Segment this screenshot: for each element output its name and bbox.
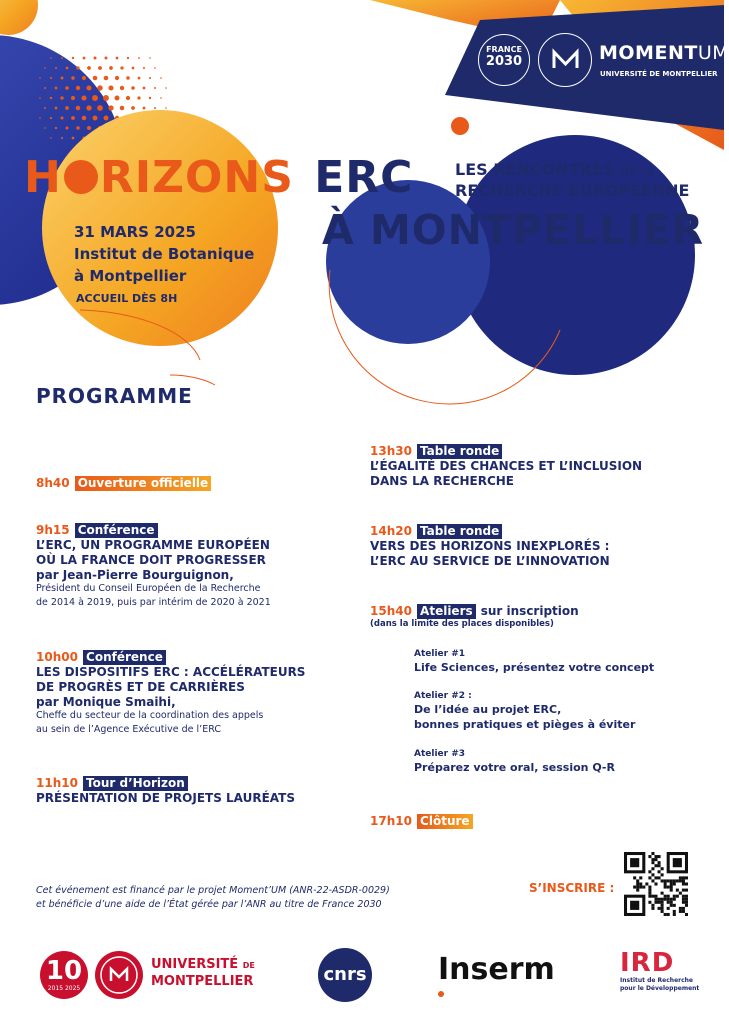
qr-module	[679, 910, 682, 913]
item-time: 15h40	[370, 604, 412, 618]
qr-module	[651, 873, 654, 876]
item-tag: Ateliers	[417, 604, 476, 619]
qr-module	[682, 898, 685, 901]
halftone-dot	[92, 95, 98, 101]
qr-module	[685, 898, 688, 901]
program-item-1540	[370, 600, 579, 629]
item-tag: Table ronde	[417, 524, 502, 539]
qr-module	[658, 876, 661, 879]
halftone-dot	[86, 105, 91, 110]
event-venue-line2: à Montpellier	[74, 267, 187, 285]
title-erc: ERC	[314, 152, 414, 203]
halftone-dot	[71, 76, 75, 80]
qr-module	[661, 910, 664, 913]
qr-module	[654, 901, 657, 904]
halftone-dot	[65, 106, 69, 110]
small-orange-dot	[451, 117, 469, 135]
halftone-dot	[154, 87, 156, 89]
halftone-dot	[76, 66, 79, 69]
halftone-dot	[83, 57, 86, 60]
qr-module	[645, 882, 648, 885]
inserm-dot-icon	[438, 991, 444, 997]
item-time: 10h00	[36, 650, 78, 664]
um-seal-icon	[95, 951, 143, 999]
halftone-dot	[66, 67, 69, 70]
halftone-dot	[104, 56, 107, 59]
qr-module	[670, 882, 673, 885]
halftone-dot	[115, 76, 119, 80]
item-title-1: LES DISPOSITIFS ERC : ACCÉLÉRATEURS	[36, 665, 306, 679]
ird-sub2: pour le Développement	[620, 985, 700, 992]
qr-module	[682, 876, 685, 879]
halftone-dot	[104, 76, 109, 81]
halftone-dot	[87, 126, 91, 130]
halftone-dot	[160, 97, 162, 99]
item-tag: Conférence	[83, 650, 166, 665]
halftone-dot	[108, 85, 113, 90]
france2030-logo	[478, 34, 530, 86]
item-title-2: L’ERC AU SERVICE DE L’INNOVATION	[370, 554, 610, 568]
qr-module	[685, 895, 688, 898]
atelier-3	[414, 748, 615, 775]
funding-line1: Cet événement est financé par le projet Moment’UM (ANR-22-ASDR-0029)	[36, 885, 390, 896]
halftone-dot	[76, 126, 80, 130]
item-title-2: DANS LA RECHERCHE	[370, 474, 514, 488]
qr-module	[661, 907, 664, 910]
halftone-dot	[86, 85, 91, 90]
halftone-dot	[165, 107, 167, 109]
halftone-dot	[143, 107, 146, 110]
qr-module	[651, 861, 654, 864]
qr-module	[633, 886, 636, 889]
halftone-dot	[138, 77, 141, 80]
halftone-dot	[143, 87, 146, 90]
qr-module	[651, 879, 654, 882]
qr-module	[639, 876, 642, 879]
halftone-dot	[61, 77, 64, 80]
halftone-dot	[55, 67, 57, 69]
qr-code[interactable]	[624, 852, 688, 916]
small-yellow-circle	[0, 0, 38, 35]
qr-module	[648, 876, 651, 879]
um-line2: MONTPELLIER	[151, 974, 254, 989]
qr-module	[651, 895, 654, 898]
qr-module	[636, 889, 639, 892]
item-time: 9h15	[36, 523, 70, 537]
qr-module	[664, 895, 667, 898]
qr-module	[673, 898, 676, 901]
qr-module	[670, 901, 673, 904]
blue-circle-mid	[326, 180, 490, 344]
halftone-dot	[126, 76, 130, 80]
qr-module	[658, 861, 661, 864]
france2030-line1: FRANCE	[486, 45, 522, 54]
halftone-dot	[76, 106, 81, 111]
halftone-dot	[44, 87, 46, 89]
halftone-dot	[87, 66, 91, 70]
qr-module	[682, 907, 685, 910]
atelier-line1: Life Sciences, présentez votre concept	[414, 661, 655, 674]
qr-module	[661, 904, 664, 907]
halftone-dot	[108, 105, 113, 110]
halftone-dot	[44, 127, 46, 129]
qr-finder	[673, 858, 682, 867]
qr-module	[670, 889, 673, 892]
qr-module	[664, 886, 667, 889]
halftone-dot	[137, 96, 140, 99]
qr-module	[685, 913, 688, 916]
halftone-dot	[50, 117, 52, 119]
qr-module	[670, 879, 673, 882]
item-desc-1: Président du Conseil Européen de la Recherche	[36, 583, 261, 594]
halftone-dot	[98, 66, 102, 70]
momentum-name	[599, 42, 729, 64]
momentum-emblem	[538, 33, 592, 87]
item-title-1: PRÉSENTATION DE PROJETS LAURÉATS	[36, 791, 295, 805]
anniv-number-icon: 10	[45, 956, 83, 986]
um-wordmark	[151, 957, 255, 990]
item-tag: Ouverture officielle	[75, 476, 212, 491]
qr-module	[664, 898, 667, 901]
halftone-dot	[50, 77, 52, 79]
qr-module	[685, 889, 688, 892]
item-note: (dans la limite des places disponibles)	[370, 619, 554, 629]
qr-module	[661, 867, 664, 870]
inserm-text: Inserm	[438, 952, 555, 987]
halftone-dot	[103, 95, 109, 101]
qr-module	[658, 855, 661, 858]
halftone-dot	[50, 137, 52, 139]
qr-module	[648, 892, 651, 895]
atelier-2	[414, 690, 635, 732]
qr-module	[658, 907, 661, 910]
qr-module	[648, 889, 651, 892]
qr-finder	[630, 858, 639, 867]
qr-module	[648, 855, 651, 858]
qr-module	[654, 876, 657, 879]
item-tag: Conférence	[75, 523, 158, 538]
qr-module	[667, 913, 670, 916]
item-time: 17h10	[370, 814, 412, 828]
halftone-dot	[61, 137, 63, 139]
halftone-dot	[50, 57, 52, 59]
item-speaker: par Monique Smaihi,	[36, 695, 176, 709]
program-item-1710	[370, 810, 473, 829]
programme-heading: PROGRAMME	[36, 384, 193, 408]
qr-module	[673, 904, 676, 907]
qr-module	[673, 913, 676, 916]
atelier-head: Atelier #3	[414, 749, 466, 759]
momentum-subtitle: UNIVERSITÉ DE MONTPELLIER	[600, 70, 718, 78]
qr-module	[664, 882, 667, 885]
qr-module	[670, 898, 673, 901]
inserm-logo	[438, 953, 555, 987]
halftone-dot	[93, 116, 98, 121]
qr-module	[685, 904, 688, 907]
halftone-dot	[104, 116, 109, 121]
item-tag: Table ronde	[417, 444, 502, 459]
item-desc-2: au sein de l’Agence Exécutive de l’ERC	[36, 724, 221, 735]
qr-module	[636, 886, 639, 889]
qr-module	[682, 901, 685, 904]
halftone-dot	[149, 57, 151, 59]
item-title-2: OÙ LA FRANCE DOIT PROGRESSER	[36, 553, 266, 567]
anniv-years	[40, 985, 88, 992]
halftone-dot	[116, 57, 119, 60]
item-time: 13h30	[370, 444, 412, 458]
um-seal-logo	[95, 951, 143, 999]
halftone-dot	[55, 87, 58, 90]
halftone-dot	[39, 97, 41, 99]
halftone-dot	[138, 57, 140, 59]
qr-module	[651, 904, 654, 907]
qr-module	[667, 898, 670, 901]
qr-module	[648, 870, 651, 873]
halftone-dot	[55, 107, 58, 110]
item-time: 11h10	[36, 776, 78, 790]
cnrs-logo	[318, 948, 372, 1002]
halftone-dot	[143, 67, 145, 69]
item-time: 14h20	[370, 524, 412, 538]
event-accueil: ACCUEIL DÈS 8H	[76, 292, 178, 305]
qr-module	[658, 898, 661, 901]
qr-module	[667, 879, 670, 882]
program-item-0915	[36, 519, 271, 610]
qr-module	[639, 882, 642, 885]
hero-title-line2: À MONTPELLIER	[322, 206, 705, 254]
halftone-dot	[97, 105, 103, 111]
qr-module	[667, 886, 670, 889]
qr-module	[654, 864, 657, 867]
qr-module	[685, 876, 688, 879]
momentum-m-icon	[540, 34, 591, 85]
title-rizons: RIZONS	[99, 152, 294, 203]
halftone-dot	[154, 107, 156, 109]
program-item-1110	[36, 772, 295, 806]
halftone-dot	[149, 97, 151, 99]
halftone-dot	[127, 57, 129, 59]
qr-module	[682, 895, 685, 898]
atelier-line1: Préparez votre oral, session Q-R	[414, 761, 615, 774]
title-o-dot	[64, 160, 98, 194]
halftone-dot	[131, 86, 135, 90]
halftone-dot	[55, 127, 57, 129]
halftone-dot	[93, 56, 96, 59]
halftone-dot	[109, 66, 113, 70]
item-title-1: L’ERC, UN PROGRAMME EUROPÉEN	[36, 538, 270, 552]
qr-module	[679, 876, 682, 879]
cnrs-text: cnrs	[323, 964, 367, 985]
qr-module	[654, 858, 657, 861]
qr-module	[661, 873, 664, 876]
france2030-line2: 2030	[485, 54, 523, 69]
qr-module	[654, 855, 657, 858]
qr-module	[661, 879, 664, 882]
halftone-dot	[120, 106, 125, 111]
title-letter-h: H	[24, 152, 62, 203]
ird-text: IRD	[620, 948, 675, 978]
ird-sub1: Institut de Recherche	[620, 977, 693, 984]
halftone-dot	[72, 57, 74, 59]
qr-module	[676, 879, 679, 882]
qr-module	[682, 889, 685, 892]
halftone-dot	[165, 87, 167, 89]
halftone-dot	[61, 57, 63, 59]
halftone-dot	[132, 67, 135, 70]
atelier-head: Atelier #2 :	[414, 691, 472, 701]
program-item-1000	[36, 646, 305, 737]
halftone-dot	[126, 96, 130, 100]
qr-module	[636, 879, 639, 882]
halftone-dot	[154, 67, 156, 69]
halftone-dot	[82, 76, 86, 80]
rencontres-line2: RECHERCHE EUROPÉENNE	[455, 181, 690, 200]
program-item-1420	[370, 520, 610, 569]
qr-module	[639, 886, 642, 889]
halftone-dot	[72, 137, 75, 140]
qr-module	[658, 864, 661, 867]
qr-module	[654, 895, 657, 898]
halftone-dot	[39, 117, 41, 119]
qr-module	[633, 876, 636, 879]
qr-module	[648, 901, 651, 904]
qr-module	[670, 904, 673, 907]
qr-module	[670, 886, 673, 889]
qr-module	[673, 882, 676, 885]
atelier-head: Atelier #1	[414, 649, 466, 659]
item-tag-suffix: sur inscription	[480, 604, 579, 618]
qr-module	[654, 882, 657, 885]
qr-module	[685, 901, 688, 904]
item-desc-2: de 2014 à 2019, puis par intérim de 2020 à 2021	[36, 597, 271, 608]
halftone-dot	[76, 86, 80, 90]
qr-module	[685, 882, 688, 885]
program-item-1330	[370, 440, 642, 489]
atelier-1	[414, 648, 654, 675]
qr-module	[667, 907, 670, 910]
item-speaker: par Jean-Pierre Bourguignon,	[36, 568, 234, 582]
halftone-dot	[71, 116, 75, 120]
um-anniversary-logo	[40, 951, 88, 999]
item-desc-1: Cheffe du secteur de la coordination des appels	[36, 710, 264, 721]
qr-module	[651, 852, 654, 855]
rencontres-subtitle	[455, 160, 689, 200]
halftone-dot	[60, 96, 63, 99]
item-title-1: VERS DES HORIZONS INEXPLORÉS :	[370, 539, 610, 553]
event-venue-line1: Institut de Botanique	[74, 245, 255, 263]
halftone-dot	[97, 85, 102, 90]
qr-module	[676, 889, 679, 892]
qr-module	[664, 913, 667, 916]
halftone-dot	[114, 95, 119, 100]
qr-module	[676, 895, 679, 898]
program-item-0840	[36, 472, 211, 491]
um-line1-suffix: DE	[242, 961, 255, 970]
qr-module	[673, 910, 676, 913]
qr-module	[682, 882, 685, 885]
qr-module	[673, 879, 676, 882]
atelier-line1: De l’idée au projet ERC,	[414, 703, 562, 716]
item-title-1: L’ÉGALITÉ DES CHANCES ET L’INCLUSION	[370, 459, 643, 473]
halftone-dot	[66, 127, 69, 130]
qr-module	[658, 901, 661, 904]
qr-module	[636, 882, 639, 885]
halftone-dot	[39, 77, 41, 79]
halftone-dot	[65, 86, 69, 90]
qr-finder	[630, 901, 639, 910]
funding-line2: et bénéficie d’une aide de l’État gérée par l’ANR au titre de France 2030	[36, 899, 382, 910]
qr-module	[661, 892, 664, 895]
qr-module	[664, 879, 667, 882]
halftone-dot	[82, 116, 86, 120]
qr-module	[654, 898, 657, 901]
qr-code-icon	[624, 852, 688, 916]
um-line1: UNIVERSITÉ	[151, 957, 239, 972]
halftone-dot	[44, 107, 46, 109]
halftone-dot	[71, 96, 75, 100]
qr-module	[658, 870, 661, 873]
halftone-dot	[60, 116, 63, 119]
atelier-line2: bonnes pratiques et pièges à éviter	[414, 718, 636, 731]
halftone-dot	[50, 97, 52, 99]
qr-module	[642, 886, 645, 889]
halftone-dot	[160, 77, 162, 79]
halftone-dot	[120, 86, 124, 90]
halftone-dot	[81, 95, 86, 100]
qr-module	[661, 901, 664, 904]
hero-title-line1	[24, 152, 414, 203]
halftone-dot	[120, 66, 123, 69]
halftone-dot	[93, 76, 98, 81]
ird-logo	[620, 948, 700, 993]
qr-module	[673, 895, 676, 898]
qr-module	[667, 901, 670, 904]
qr-module	[682, 910, 685, 913]
qr-module	[679, 879, 682, 882]
event-date: 31 MARS 2025	[74, 223, 196, 241]
qr-module	[648, 886, 651, 889]
halftone-dot	[131, 106, 135, 110]
item-time: 8h40	[36, 476, 70, 490]
qr-module	[679, 892, 682, 895]
item-title-2: DE PROGRÈS ET DE CARRIÈRES	[36, 680, 245, 694]
momentum-name-part1: MOMENT	[599, 42, 698, 64]
rencontres-line1b: de la	[619, 163, 655, 179]
momentum-name-part2: UM	[697, 42, 729, 64]
rencontres-line1a: LES RENCONTRES	[455, 160, 615, 179]
halftone-dot	[149, 77, 151, 79]
anniv-year-2: 2025	[64, 985, 81, 992]
qr-module	[648, 895, 651, 898]
qr-module	[651, 858, 654, 861]
qr-module	[651, 867, 654, 870]
qr-module	[679, 907, 682, 910]
qr-module	[667, 895, 670, 898]
qr-module	[651, 907, 654, 910]
item-tag: Clôture	[417, 814, 473, 829]
qr-module	[661, 898, 664, 901]
item-tag: Tour d’Horizon	[83, 776, 188, 791]
qr-module	[682, 879, 685, 882]
anniv-year-1: 2015	[47, 985, 64, 992]
register-label: S’INSCRIRE :	[529, 881, 615, 895]
halftone-dot	[44, 67, 46, 69]
